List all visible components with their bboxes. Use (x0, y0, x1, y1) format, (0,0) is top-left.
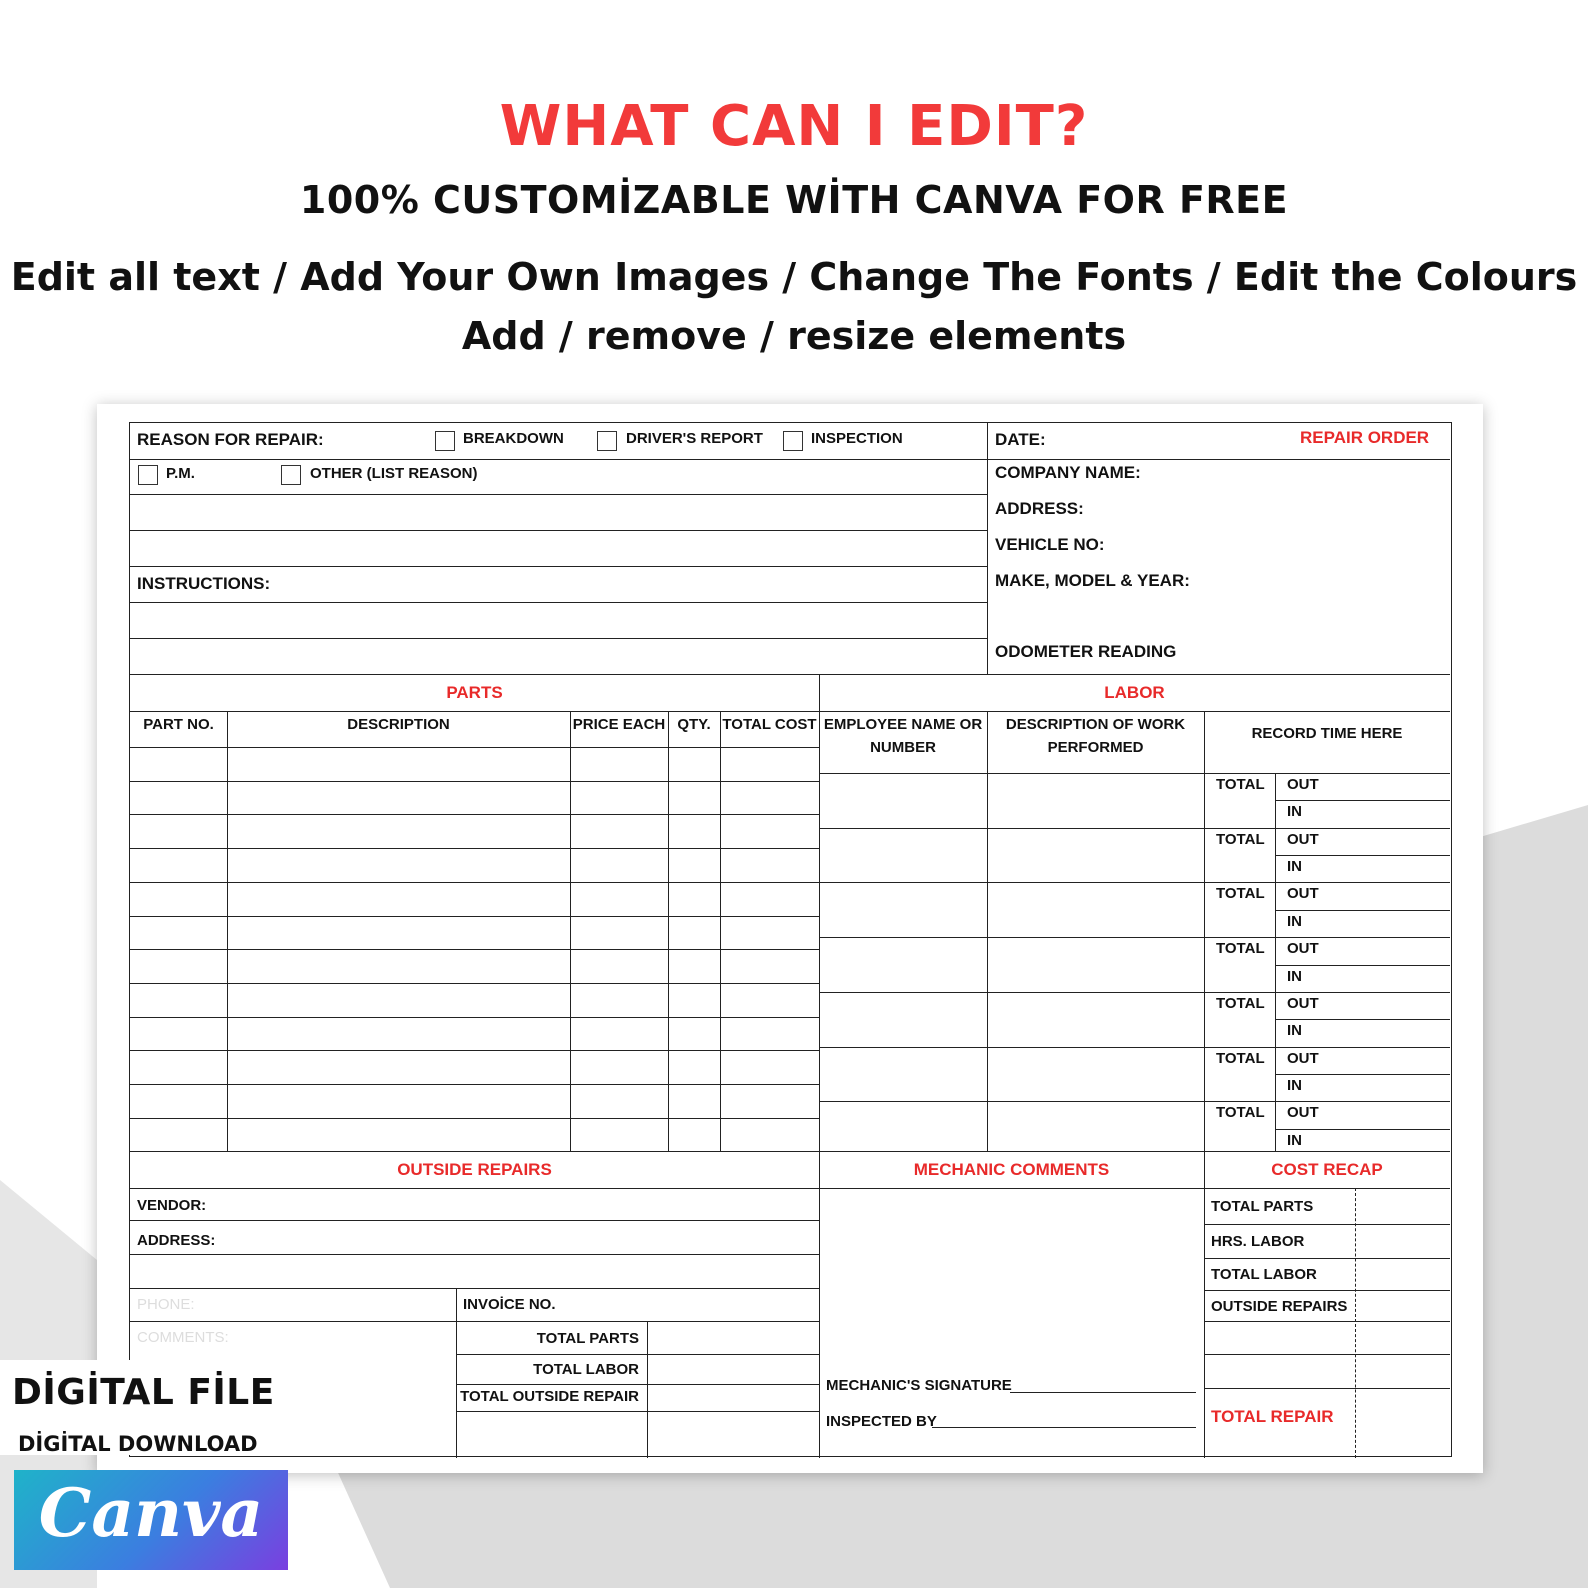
time-in-label: IN (1287, 803, 1302, 821)
inspection-label: INSPECTION (811, 430, 903, 447)
time-total-label: TOTAL (1216, 940, 1265, 958)
repair-order-form (129, 422, 1452, 1457)
vehicle-no-label: VEHICLE NO: (995, 535, 1105, 554)
time-total-label: TOTAL (1216, 776, 1265, 793)
odometer-label: ODOMETER READING (995, 642, 1177, 661)
time-in-label: IN (1287, 858, 1302, 876)
cost-recap-title: COST RECAP (1271, 1160, 1383, 1179)
recap-hrs-labor: HRS. LABOR (1211, 1233, 1305, 1250)
time-total-label: TOTAL (1216, 830, 1265, 848)
outside-address-label: ADDRESS: (137, 1232, 216, 1249)
breakdown-label: BREAKDOWN (463, 430, 564, 447)
inspected-label: INSPECTED BY (826, 1413, 937, 1430)
form-title: REPAIR ORDER (1300, 428, 1430, 447)
pm-label: P.M. (166, 465, 195, 482)
time-out-label: OUT (1287, 830, 1319, 848)
canva-logo-text: Canva (38, 1474, 264, 1552)
employee-header-1: EMPLOYEE NAME OR (823, 716, 983, 733)
mechanic-comments-title: MECHANIC COMMENTS (913, 1160, 1110, 1179)
part-no-header: PART NO. (143, 716, 214, 733)
time-total-label: TOTAL (1216, 994, 1265, 1012)
time-out-label: OUT (1287, 1104, 1319, 1122)
inspection-checkbox[interactable] (783, 431, 803, 451)
qty-header: QTY. (677, 716, 711, 733)
comments-label: COMMENTS: (137, 1329, 229, 1346)
time-out-label: OUT (1287, 940, 1319, 958)
total-repair-label: TOTAL REPAIR (1211, 1407, 1334, 1426)
recap-total-parts: TOTAL PARTS (1211, 1198, 1314, 1215)
recap-total-labor: TOTAL LABOR (1211, 1266, 1317, 1283)
record-time-header: RECORD TIME HERE (1251, 725, 1403, 742)
time-in-label: IN (1287, 1076, 1302, 1094)
invoice-label: INVOİCE NO. (463, 1296, 556, 1313)
total-cost-header: TOTAL COST (722, 716, 817, 733)
employee-header-2: NUMBER (870, 739, 936, 756)
vendor-label: VENDOR: (137, 1197, 207, 1214)
time-out-label: OUT (1287, 885, 1319, 903)
canva-logo (14, 1470, 288, 1570)
parts-title: PARTS (446, 683, 503, 702)
page-title: WHAT CAN I EDIT? (499, 94, 1089, 159)
feature-line-1: Edit all text / Add Your Own Images / Change The Fonts / Edit the Colours (10, 255, 1578, 299)
other-checkbox[interactable] (281, 465, 301, 485)
labor-title: LABOR (1104, 683, 1165, 702)
make-model-label: MAKE, MODEL & YEAR: (995, 571, 1190, 590)
time-out-label: OUT (1287, 776, 1319, 793)
time-in-label: IN (1287, 912, 1302, 930)
description-header: DESCRIPTION (347, 716, 450, 733)
time-in-label: IN (1287, 1022, 1302, 1040)
signature-label: MECHANIC'S SIGNATURE (826, 1377, 1012, 1394)
breakdown-checkbox[interactable] (435, 431, 455, 451)
company-name-label: COMPANY NAME: (995, 463, 1141, 482)
time-out-label: OUT (1287, 1049, 1319, 1067)
address-label: ADDRESS: (995, 499, 1084, 518)
outside-total-repair-label: TOTAL OUTSIDE REPAIR (460, 1388, 639, 1405)
recap-outside-repairs: OUTSIDE REPAIRS (1211, 1298, 1348, 1315)
time-total-label: TOTAL (1216, 1104, 1265, 1122)
feature-line-2: Add / remove / resize elements (461, 314, 1127, 358)
digital-download-label: DİGİTAL DOWNLOAD (18, 1432, 258, 1456)
time-total-label: TOTAL (1216, 1049, 1265, 1067)
page-subtitle: 100% CUSTOMİZABLE WİTH CANVA FOR FREE (299, 178, 1289, 222)
digital-file-label: DİGİTAL FİLE (12, 1372, 275, 1413)
outside-total-parts-label: TOTAL PARTS (536, 1330, 639, 1347)
instructions-label: INSTRUCTIONS: (137, 574, 271, 593)
drivers-report-label: DRIVER'S REPORT (626, 430, 763, 447)
other-label: OTHER (LIST REASON) (310, 465, 478, 482)
time-total-label: TOTAL (1216, 885, 1265, 903)
outside-total-labor-label: TOTAL LABOR (533, 1361, 639, 1378)
date-label: DATE: (995, 430, 1046, 449)
price-each-header: PRICE EACH (572, 716, 666, 733)
outside-repairs-title: OUTSIDE REPAIRS (397, 1160, 552, 1179)
phone-label: PHONE: (137, 1296, 195, 1313)
work-description-header-1: DESCRIPTION OF WORK (1005, 716, 1186, 733)
drivers-report-checkbox[interactable] (597, 431, 617, 451)
work-description-header-2: PERFORMED (1047, 739, 1144, 756)
time-out-label: OUT (1287, 994, 1319, 1012)
reason-label: REASON FOR REPAIR: (137, 430, 324, 449)
pm-checkbox[interactable] (138, 465, 158, 485)
time-in-label: IN (1287, 1131, 1302, 1149)
time-in-label: IN (1287, 967, 1302, 985)
